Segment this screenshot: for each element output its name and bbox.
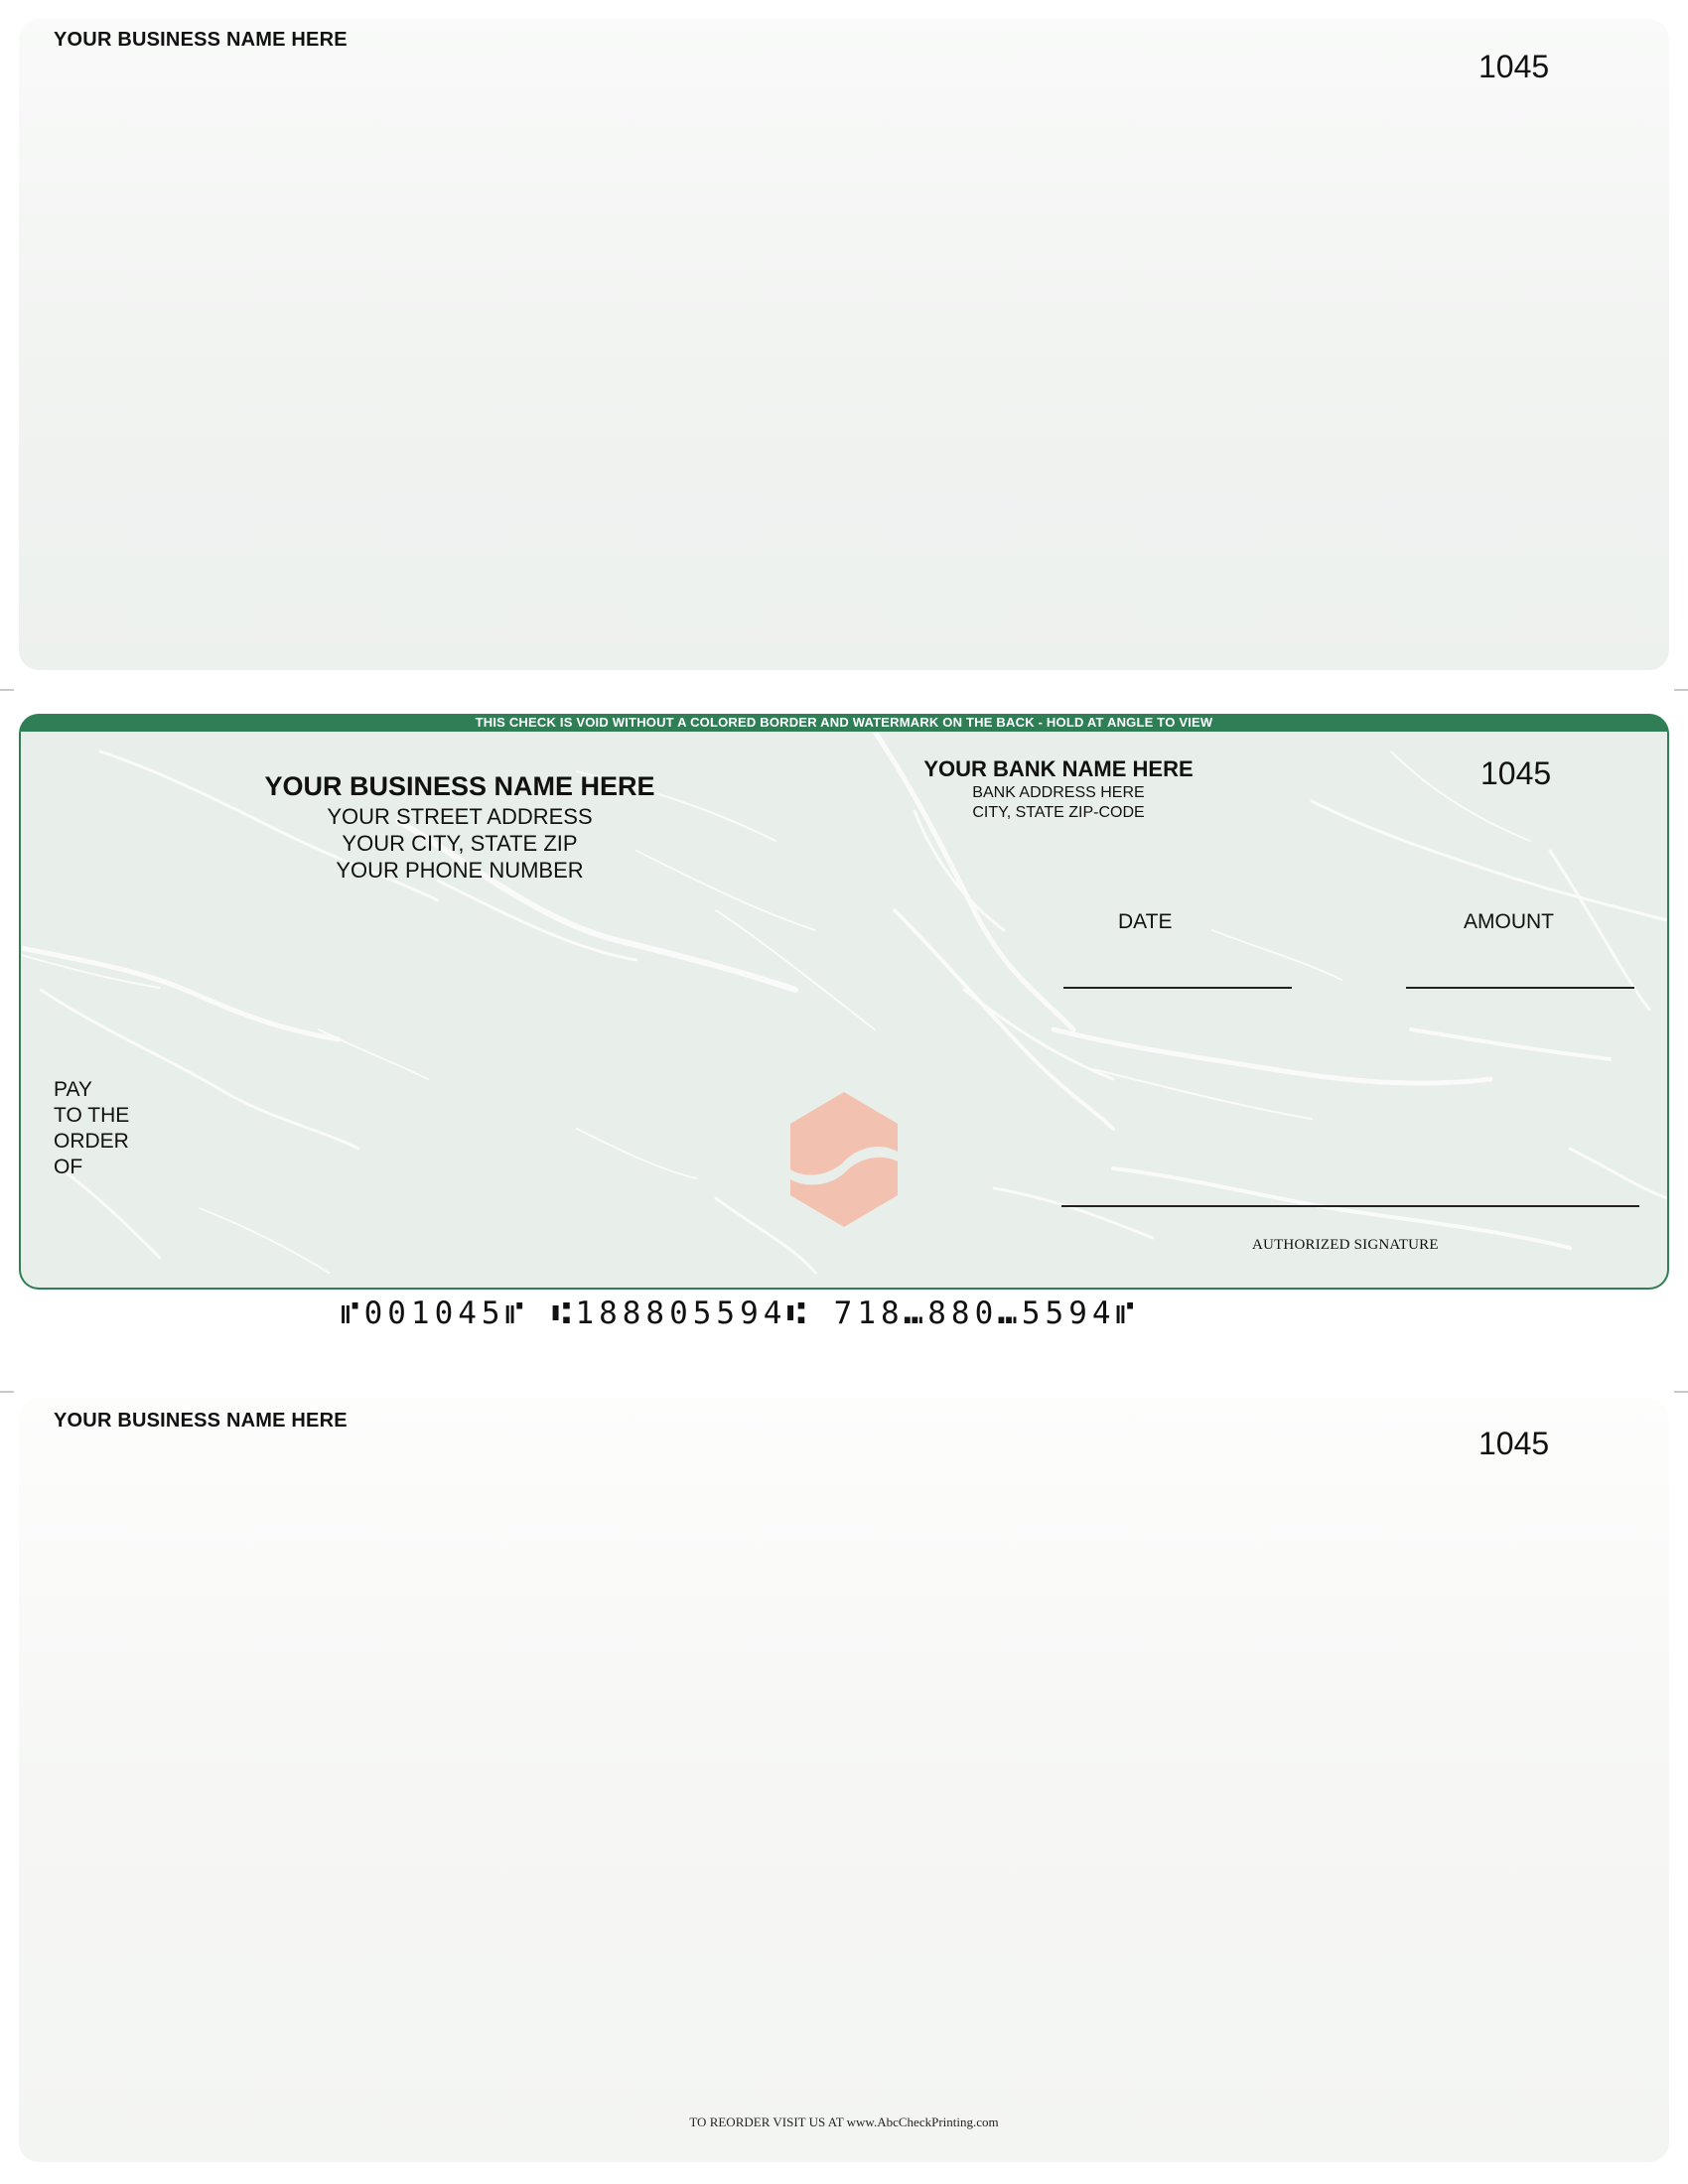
watermark-logo-icon [784, 1090, 904, 1229]
bank-city-state-zip: CITY, STATE ZIP-CODE [972, 804, 1145, 821]
business-city-state-zip: YOUR CITY, STATE ZIP [342, 831, 578, 856]
bottom-stub-business-name: YOUR BUSINESS NAME HERE [54, 1410, 348, 1432]
pay-line-1: PAY [54, 1078, 92, 1101]
amount-label: AMOUNT [1464, 910, 1554, 933]
top-stub-check-number: 1045 [1478, 49, 1550, 84]
bottom-stub [19, 1398, 1669, 2162]
perforation-mark-right-top [1674, 689, 1688, 691]
perforation-mark-right-bottom [1674, 1391, 1688, 1393]
check-number: 1045 [1480, 755, 1552, 791]
business-info [221, 769, 698, 884]
pay-line-4: OF [54, 1156, 83, 1178]
bank-address: BANK ADDRESS HERE [972, 784, 1145, 801]
reorder-footer: TO REORDER VISIT US AT www.AbcCheckPrinting.com [689, 2115, 999, 2129]
business-phone-number: YOUR PHONE NUMBER [336, 858, 584, 883]
pay-line-3: ORDER [54, 1130, 129, 1153]
top-stub [19, 19, 1669, 670]
pay-line-2: TO THE [54, 1104, 130, 1127]
business-street-address: YOUR STREET ADDRESS [327, 804, 593, 829]
pay-to-the-order-of-label [54, 1077, 129, 1180]
amount-field-line[interactable] [1406, 987, 1634, 989]
check [19, 714, 1669, 1290]
perforation-mark-left-bottom [0, 1391, 14, 1393]
void-warning-banner: THIS CHECK IS VOID WITHOUT A COLORED BORDER AND WATERMARK ON THE BACK - HOLD AT ANGLE TO VIEW [475, 715, 1213, 730]
bottom-stub-check-number: 1045 [1478, 1426, 1550, 1461]
authorized-signature-label: AUTHORIZED SIGNATURE [1252, 1237, 1439, 1253]
micr-line: ⑈001045⑈ ⑆188805594⑆ 718⑉880⑉5594⑈ [341, 1296, 1140, 1331]
perforation-mark-left-top [0, 689, 14, 691]
business-name: YOUR BUSINESS NAME HERE [264, 771, 655, 801]
date-field-line[interactable] [1063, 987, 1292, 989]
date-label: DATE [1118, 910, 1173, 933]
top-stub-business-name: YOUR BUSINESS NAME HERE [54, 29, 348, 51]
bank-info [895, 755, 1222, 823]
signature-line[interactable] [1061, 1205, 1639, 1207]
check-body [21, 732, 1667, 1288]
bank-name: YOUR BANK NAME HERE [923, 756, 1194, 781]
